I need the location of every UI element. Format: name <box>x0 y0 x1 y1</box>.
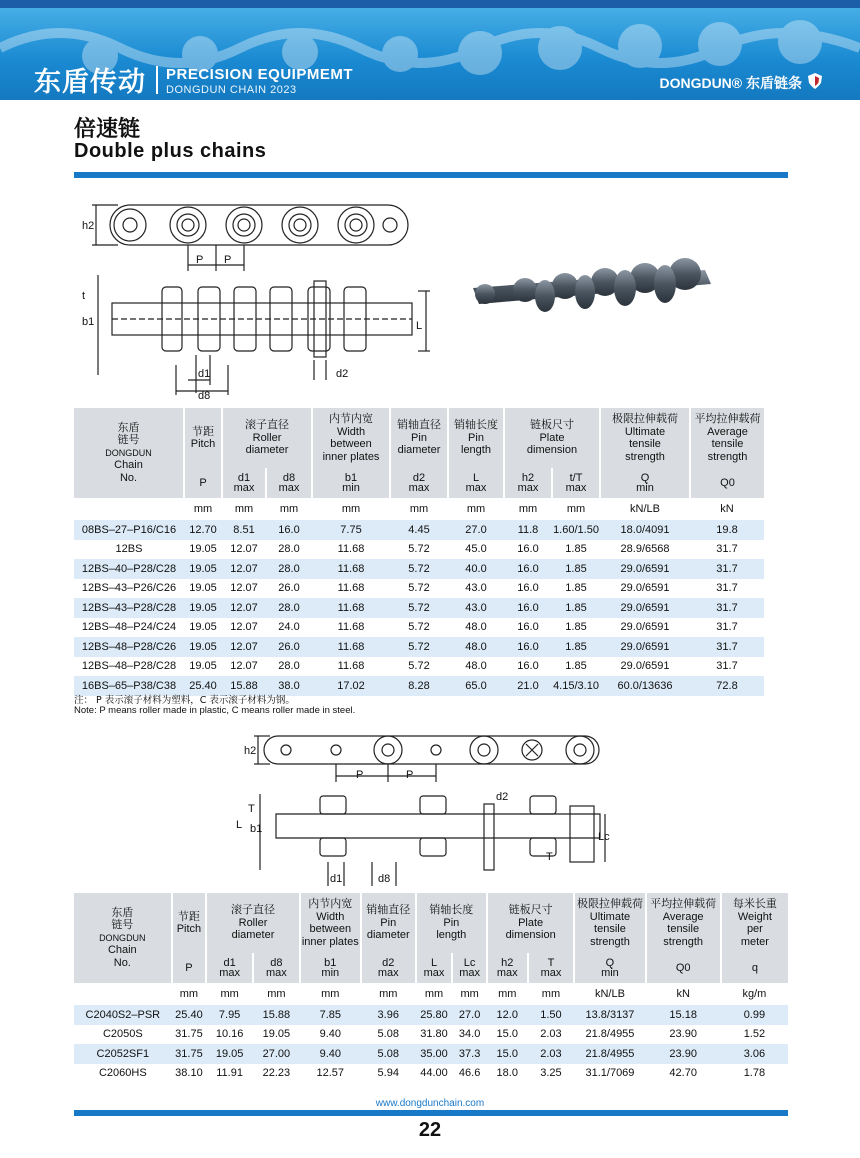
value-cell: 12.57 <box>300 1064 361 1084</box>
value-cell: 19.05 <box>253 1025 300 1045</box>
value-cell: 1.85 <box>552 598 600 618</box>
value-cell: 11.68 <box>312 637 390 657</box>
value-cell: 3.25 <box>528 1064 575 1084</box>
value-cell: 5.72 <box>390 579 448 599</box>
label2-b1: b1 <box>250 823 263 835</box>
t2-header-chain-no: 东盾 链号 DONGDUN Chain No. <box>74 893 172 983</box>
value-cell: 19.05 <box>184 598 222 618</box>
value-cell: 43.0 <box>448 598 504 618</box>
value-cell: 28.0 <box>266 657 312 677</box>
sym-p: P <box>184 468 222 498</box>
sym-Q: Q min <box>600 468 690 498</box>
value-cell: 19.05 <box>184 579 222 599</box>
value-cell: 5.08 <box>361 1025 416 1045</box>
value-cell: 1.52 <box>721 1025 788 1045</box>
t2-header-pin-diameter: 销轴直径 Pin diameter <box>361 893 416 953</box>
sym-d1: d1 max <box>222 468 266 498</box>
label2-L: L <box>236 819 243 831</box>
value-cell: 4.45 <box>390 520 448 540</box>
value-cell: 5.72 <box>390 559 448 579</box>
value-cell: 29.0/6591 <box>600 598 690 618</box>
value-cell: 11.8 <box>504 520 552 540</box>
value-cell: 21.8/4955 <box>574 1025 645 1045</box>
header-roller-diameter: 滚子直径 Roller diameter <box>222 408 312 468</box>
value-cell: 29.0/6591 <box>600 579 690 599</box>
value-cell: 43.0 <box>448 579 504 599</box>
header-banner <box>0 0 860 100</box>
value-cell: 12.07 <box>222 657 266 677</box>
value-cell: 22.23 <box>253 1064 300 1084</box>
value-cell: 9.40 <box>300 1044 361 1064</box>
value-cell: 19.05 <box>206 1044 253 1064</box>
value-cell: 10.16 <box>206 1025 253 1045</box>
value-cell: 15.88 <box>222 676 266 696</box>
brand-divider <box>156 66 158 94</box>
value-cell: 12.07 <box>222 637 266 657</box>
value-cell: 1.85 <box>552 618 600 638</box>
value-cell: 1.85 <box>552 637 600 657</box>
value-cell: 7.85 <box>300 1005 361 1025</box>
value-cell: 2.03 <box>528 1025 575 1045</box>
value-cell: 27.00 <box>253 1044 300 1064</box>
value-cell: 31.7 <box>690 598 764 618</box>
note-cn: 注： P 表示滚子材料为塑料，C 表示滚子材料为钢。 <box>74 695 295 706</box>
chain-drawing-1 <box>78 195 438 400</box>
value-cell: 21.0 <box>504 676 552 696</box>
table-row <box>74 559 764 579</box>
value-cell: 29.0/6591 <box>600 618 690 638</box>
value-cell: 5.72 <box>390 657 448 677</box>
value-cell: 23.90 <box>646 1025 721 1045</box>
value-cell: 9.40 <box>300 1025 361 1045</box>
value-cell: 31.75 <box>172 1044 207 1064</box>
title-rule <box>74 172 788 178</box>
t2-header-inner-width: 内节内宽 Width between inner plates <box>300 893 361 953</box>
value-cell: 26.0 <box>266 637 312 657</box>
label2-p-1: P <box>356 769 364 781</box>
value-cell: 11.68 <box>312 598 390 618</box>
chain-no-cell: 12BS <box>74 540 184 560</box>
value-cell: 19.05 <box>184 559 222 579</box>
chain-no-cell: C2050S <box>74 1025 172 1045</box>
value-cell: 12.07 <box>222 618 266 638</box>
brand-subtitle: DONGDUN CHAIN 2023 <box>166 84 297 96</box>
label-t: t <box>82 290 86 302</box>
value-cell: 11.68 <box>312 559 390 579</box>
spec-table-2 <box>74 893 788 1083</box>
value-cell: 27.0 <box>448 520 504 540</box>
label-d1: d1 <box>198 368 211 380</box>
table-row <box>74 1005 788 1025</box>
value-cell: 29.0/6591 <box>600 559 690 579</box>
value-cell: 13.8/3137 <box>574 1005 645 1025</box>
value-cell: 31.7 <box>690 618 764 638</box>
value-cell: 7.95 <box>206 1005 253 1025</box>
value-cell: 15.0 <box>487 1025 528 1045</box>
value-cell: 8.51 <box>222 520 266 540</box>
header-inner-width: 内节内宽 Width between inner plates <box>312 408 390 468</box>
value-cell: 31.7 <box>690 540 764 560</box>
label-b1: b1 <box>82 316 95 328</box>
header-plate-dimension: 链板尺寸 Plate dimension <box>504 408 600 468</box>
value-cell: 5.72 <box>390 540 448 560</box>
sym-Q0: Q0 <box>690 468 764 498</box>
value-cell: 34.0 <box>452 1025 487 1045</box>
table-row <box>74 540 764 560</box>
value-cell: 46.6 <box>452 1064 487 1084</box>
value-cell: 15.0 <box>487 1044 528 1064</box>
value-cell: 1.85 <box>552 559 600 579</box>
value-cell: 19.05 <box>184 618 222 638</box>
t2-units-row: mm mm mm mm mm mm mm mm mm kN/LB kN kg/m <box>74 983 788 1005</box>
chain-no-cell: 12BS–43–P26/C26 <box>74 579 184 599</box>
t2-header-weight: 每米长重 Weight per meter <box>721 893 788 953</box>
table-row <box>74 1064 788 1084</box>
sym-h2: h2 max <box>504 468 552 498</box>
footer-url: www.dongdunchain.com <box>375 1098 485 1109</box>
value-cell: 38.0 <box>266 676 312 696</box>
value-cell: 5.72 <box>390 618 448 638</box>
value-cell: 16.0 <box>266 520 312 540</box>
value-cell: 24.0 <box>266 618 312 638</box>
value-cell: 29.0/6591 <box>600 637 690 657</box>
value-cell: 16.0 <box>504 657 552 677</box>
label-d8: d8 <box>198 390 211 402</box>
value-cell: 16.0 <box>504 618 552 638</box>
label2-h2: h2 <box>244 745 257 757</box>
label-h2: h2 <box>82 220 95 232</box>
value-cell: 48.0 <box>448 618 504 638</box>
value-cell: 3.96 <box>361 1005 416 1025</box>
value-cell: 12.07 <box>222 559 266 579</box>
value-cell: 16.0 <box>504 559 552 579</box>
value-cell: 12.07 <box>222 598 266 618</box>
value-cell: 1.85 <box>552 657 600 677</box>
value-cell: 11.68 <box>312 618 390 638</box>
header-chain-no: 东盾 链号 DONGDUN Chain No. <box>74 408 184 498</box>
chain-no-cell: 12BS–40–P28/C28 <box>74 559 184 579</box>
value-cell: 42.70 <box>646 1064 721 1084</box>
label-p-2: P <box>224 254 232 266</box>
label2-T-right: T <box>546 851 553 863</box>
brand-name-en: PRECISION EQUIPMEMT <box>166 66 354 83</box>
value-cell: 19.05 <box>184 657 222 677</box>
chain-no-cell: 12BS–48–P24/C24 <box>74 618 184 638</box>
value-cell: 26.0 <box>266 579 312 599</box>
t2-sym-p: P <box>172 953 207 983</box>
sym-t: t/T max <box>552 468 600 498</box>
chain-photo <box>465 250 725 320</box>
table-row <box>74 637 764 657</box>
value-cell: 12.07 <box>222 579 266 599</box>
value-cell: 31.7 <box>690 637 764 657</box>
label2-d2: d2 <box>496 791 509 803</box>
value-cell: 12.70 <box>184 520 222 540</box>
value-cell: 17.02 <box>312 676 390 696</box>
t2-header-average-strength: 平均拉伸载荷 Average tensile strength <box>646 893 721 953</box>
label2-Lc: Lc <box>598 831 610 843</box>
spec-table-1 <box>74 408 764 696</box>
value-cell: 5.72 <box>390 637 448 657</box>
value-cell: 11.68 <box>312 540 390 560</box>
value-cell: 31.7 <box>690 579 764 599</box>
note-en: Note: P means roller made in plastic, C means roller made in steel. <box>74 705 356 716</box>
value-cell: 15.88 <box>253 1005 300 1025</box>
value-cell: 48.0 <box>448 657 504 677</box>
label2-d8: d8 <box>378 873 391 885</box>
value-cell: 1.85 <box>552 579 600 599</box>
value-cell: 19.05 <box>184 637 222 657</box>
value-cell: 4.15/3.10 <box>552 676 600 696</box>
value-cell: 5.72 <box>390 598 448 618</box>
t2-sym-d8: d8 max <box>253 953 300 983</box>
value-cell: 44.00 <box>416 1064 453 1084</box>
sym-d8: d8 max <box>266 468 312 498</box>
chain-no-cell: C2052SF1 <box>74 1044 172 1064</box>
value-cell: 2.03 <box>528 1044 575 1064</box>
label2-T: T <box>248 803 255 815</box>
label-d2: d2 <box>336 368 349 380</box>
value-cell: 5.94 <box>361 1064 416 1084</box>
value-cell: 31.7 <box>690 559 764 579</box>
table-row <box>74 657 764 677</box>
shield-icon <box>808 73 822 89</box>
header-pin-diameter: 销轴直径 Pin diameter <box>390 408 448 468</box>
header-pin-length: 销轴长度 Pin length <box>448 408 504 468</box>
value-cell: 21.8/4955 <box>574 1044 645 1064</box>
footer-rule <box>74 1110 788 1116</box>
value-cell: 16.0 <box>504 579 552 599</box>
value-cell: 25.80 <box>416 1005 453 1025</box>
value-cell: 60.0/13636 <box>600 676 690 696</box>
header-average-strength: 平均拉伸载荷 Average tensile strength <box>690 408 764 468</box>
value-cell: 8.28 <box>390 676 448 696</box>
value-cell: 25.40 <box>172 1005 207 1025</box>
value-cell: 31.7 <box>690 657 764 677</box>
table-row <box>74 618 764 638</box>
value-cell: 65.0 <box>448 676 504 696</box>
table-row <box>74 1044 788 1064</box>
page-title-en: Double plus chains <box>74 140 267 162</box>
value-cell: 5.08 <box>361 1044 416 1064</box>
value-cell: 35.00 <box>416 1044 453 1064</box>
t2-sym-q: q <box>721 953 788 983</box>
value-cell: 31.75 <box>172 1025 207 1045</box>
value-cell: 19.05 <box>184 540 222 560</box>
header-pitch: 节距 Pitch <box>184 408 222 468</box>
value-cell: 1.78 <box>721 1064 788 1084</box>
chain-no-cell: 12BS–48–P28/C26 <box>74 637 184 657</box>
label2-d1: d1 <box>330 873 343 885</box>
t2-sym-d2: d2 max <box>361 953 416 983</box>
table-row <box>74 598 764 618</box>
value-cell: 28.0 <box>266 540 312 560</box>
value-cell: 48.0 <box>448 637 504 657</box>
page-number: 22 <box>418 1119 442 1141</box>
value-cell: 38.10 <box>172 1064 207 1084</box>
value-cell: 11.91 <box>206 1064 253 1084</box>
header-ultimate-strength: 极限拉伸载荷 Ultimate tensile strength <box>600 408 690 468</box>
chain-no-cell: 16BS–65–P38/C38 <box>74 676 184 696</box>
value-cell: 18.0 <box>487 1064 528 1084</box>
chain-no-cell: 12BS–48–P28/C28 <box>74 657 184 677</box>
t2-sym-h2: h2 max <box>487 953 528 983</box>
table-row <box>74 1025 788 1045</box>
value-cell: 16.0 <box>504 637 552 657</box>
units-row: mm mm mm mm mm mm mm mm kN/LB kN <box>74 498 764 520</box>
brand-logo-text: DONGDUN® 东盾链条 <box>659 75 802 91</box>
brand-name-cn: 东盾传动 <box>34 67 146 98</box>
t2-header-plate-dimension: 链板尺寸 Plate dimension <box>487 893 574 953</box>
value-cell: 31.1/7069 <box>574 1064 645 1084</box>
t2-sym-T: T max <box>528 953 575 983</box>
chain-no-cell: C2040S2–PSR <box>74 1005 172 1025</box>
value-cell: 12.0 <box>487 1005 528 1025</box>
value-cell: 28.0 <box>266 598 312 618</box>
value-cell: 31.80 <box>416 1025 453 1045</box>
t2-sym-Lc: Lc max <box>452 953 487 983</box>
value-cell: 40.0 <box>448 559 504 579</box>
t2-sym-L: L max <box>416 953 453 983</box>
t2-sym-d1: d1 max <box>206 953 253 983</box>
value-cell: 29.0/6591 <box>600 657 690 677</box>
label2-p-2: P <box>406 769 414 781</box>
t2-header-roller-diameter: 滚子直径 Roller diameter <box>206 893 300 953</box>
value-cell: 3.06 <box>721 1044 788 1064</box>
value-cell: 16.0 <box>504 540 552 560</box>
value-cell: 18.0/4091 <box>600 520 690 540</box>
value-cell: 23.90 <box>646 1044 721 1064</box>
chain-no-cell: 12BS–43–P28/C28 <box>74 598 184 618</box>
value-cell: 27.0 <box>452 1005 487 1025</box>
value-cell: 15.18 <box>646 1005 721 1025</box>
value-cell: 7.75 <box>312 520 390 540</box>
sym-b1: b1 min <box>312 468 390 498</box>
t2-sym-b1: b1 min <box>300 953 361 983</box>
label-p-1: P <box>196 254 204 266</box>
value-cell: 11.68 <box>312 657 390 677</box>
value-cell: 16.0 <box>504 598 552 618</box>
value-cell: 1.50 <box>528 1005 575 1025</box>
chain-no-cell: 08BS–27–P16/C16 <box>74 520 184 540</box>
value-cell: 12.07 <box>222 540 266 560</box>
value-cell: 37.3 <box>452 1044 487 1064</box>
value-cell: 25.40 <box>184 676 222 696</box>
t2-header-pin-length: 销轴长度 Pin length <box>416 893 487 953</box>
banner-top-stripe <box>0 0 860 8</box>
value-cell: 1.85 <box>552 540 600 560</box>
t2-header-ultimate-strength: 极限拉伸载荷 Ultimate tensile strength <box>574 893 645 953</box>
chain-no-cell: C2060HS <box>74 1064 172 1084</box>
table-row <box>74 520 764 540</box>
value-cell: 28.0 <box>266 559 312 579</box>
value-cell: 72.8 <box>690 676 764 696</box>
value-cell: 11.68 <box>312 579 390 599</box>
label-L: L <box>416 320 423 332</box>
value-cell: 1.60/1.50 <box>552 520 600 540</box>
page-title-cn: 倍速链 <box>74 117 141 142</box>
t2-sym-Q: Q min <box>574 953 645 983</box>
sym-d2: d2 max <box>390 468 448 498</box>
t2-sym-Q0: Q0 <box>646 953 721 983</box>
t2-header-pitch: 节距 Pitch <box>172 893 207 953</box>
table-row <box>74 579 764 599</box>
sym-L: L max <box>448 468 504 498</box>
value-cell: 0.99 <box>721 1005 788 1025</box>
value-cell: 28.9/6568 <box>600 540 690 560</box>
value-cell: 45.0 <box>448 540 504 560</box>
chain-drawing-2 <box>236 728 620 890</box>
value-cell: 19.8 <box>690 520 764 540</box>
